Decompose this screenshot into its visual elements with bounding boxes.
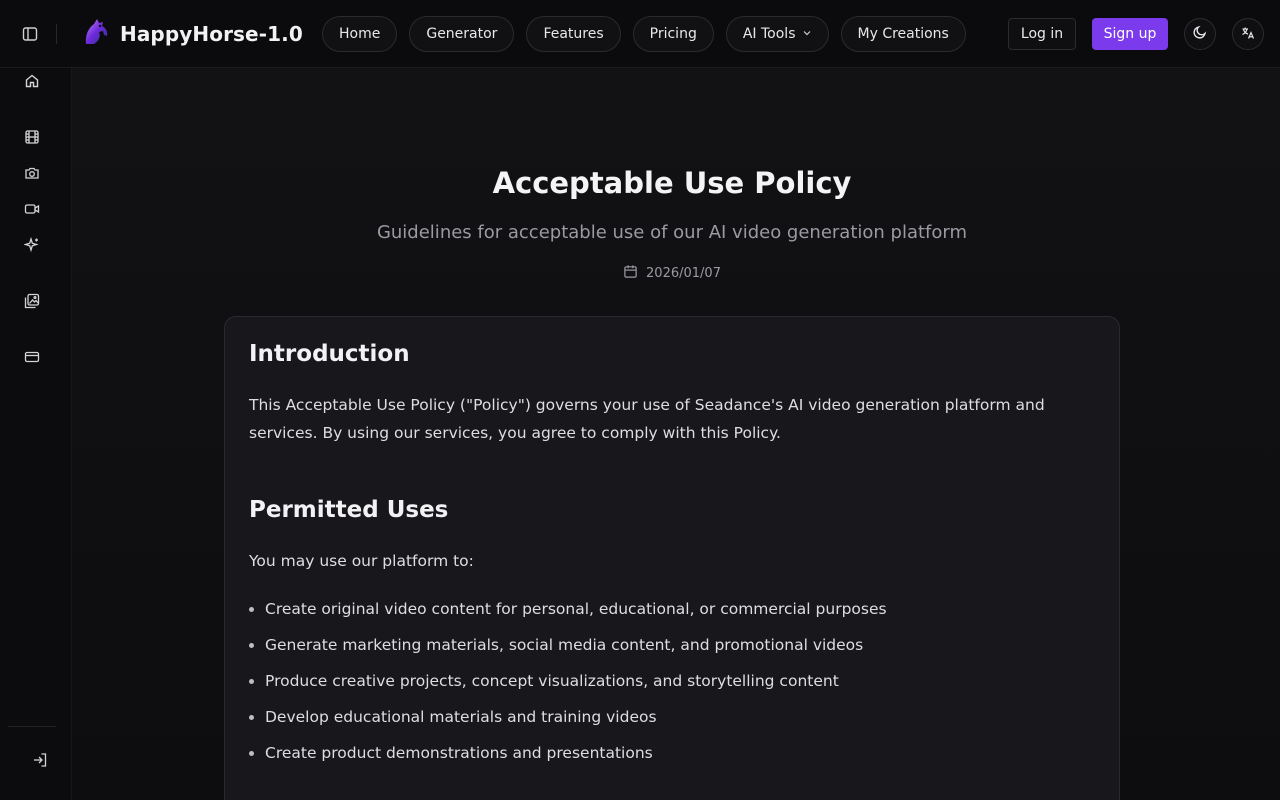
credit-card-icon[interactable]	[22, 347, 42, 367]
image-gallery-icon[interactable]	[22, 291, 42, 311]
nav-generator-label: Generator	[426, 26, 498, 42]
list-item: Create product demonstrations and presentations	[249, 735, 1095, 771]
nav-features-label: Features	[543, 26, 604, 42]
camera-icon[interactable]	[22, 163, 42, 183]
section-heading-introduction: Introduction	[249, 341, 410, 367]
page-title: Acceptable Use Policy	[492, 166, 852, 200]
chevron-down-icon	[802, 26, 812, 42]
nav-features[interactable]	[526, 16, 620, 52]
permitted-uses-list	[249, 591, 1095, 771]
signup-button[interactable]: Sign up	[1092, 18, 1168, 50]
section-heading-permitted-uses: Permitted Uses	[249, 497, 449, 523]
permitted-uses-lead: You may use our platform to:	[249, 552, 474, 570]
list-item: Generate marketing materials, social media content, and promotional videos	[249, 627, 1095, 663]
list-item: Produce creative projects, concept visualizations, and storytelling content	[249, 663, 1095, 699]
policy-content-card	[224, 316, 1120, 800]
sparkles-icon[interactable]	[22, 235, 42, 255]
rail-divider	[8, 726, 56, 727]
nav-my-creations[interactable]	[841, 16, 966, 52]
nav-home[interactable]	[322, 16, 397, 52]
nav-pricing[interactable]	[633, 16, 714, 52]
introduction-body: This Acceptable Use Policy ("Policy") governs your use of Seadance's AI video generation platform and services. By using our services, you agree to comply with this Policy.	[249, 396, 1045, 442]
nav-generator[interactable]	[409, 16, 514, 52]
nav-ai-tools-label: AI Tools	[742, 26, 796, 42]
sidebar-toggle-icon[interactable]	[20, 24, 40, 44]
calendar-icon	[623, 264, 638, 283]
top-navbar	[0, 0, 1280, 68]
horse-logo-icon	[80, 16, 112, 52]
date-text: 2026/01/07	[646, 266, 721, 281]
moon-icon	[1192, 24, 1208, 44]
page-subtitle: Guidelines for acceptable use of our AI video generation platform	[376, 222, 968, 243]
brand-name: HappyHorse-1.0	[120, 22, 303, 46]
translate-icon	[1241, 25, 1255, 44]
header-divider	[56, 24, 57, 44]
nav-pricing-label: Pricing	[649, 26, 697, 42]
video-icon[interactable]	[22, 199, 42, 219]
nav-home-label: Home	[339, 26, 381, 42]
brand-logo-link[interactable]	[80, 17, 303, 51]
theme-toggle-button[interactable]	[1184, 18, 1216, 50]
list-item: Create original video content for personal, educational, or commercial purposes	[249, 591, 1095, 627]
list-item: Develop educational materials and training videos	[249, 699, 1095, 735]
page-date	[72, 264, 1272, 283]
left-sidebar-rail	[0, 68, 72, 800]
main-nav	[322, 16, 966, 52]
film-icon[interactable]	[22, 127, 42, 147]
home-icon[interactable]	[22, 71, 42, 91]
login-button[interactable]: Log in	[1008, 18, 1076, 50]
language-button[interactable]	[1232, 18, 1264, 50]
nav-my-creations-label: My Creations	[857, 26, 949, 42]
main-content	[72, 68, 1280, 800]
nav-ai-tools-dropdown[interactable]	[726, 16, 829, 52]
sign-in-icon[interactable]	[30, 750, 50, 770]
